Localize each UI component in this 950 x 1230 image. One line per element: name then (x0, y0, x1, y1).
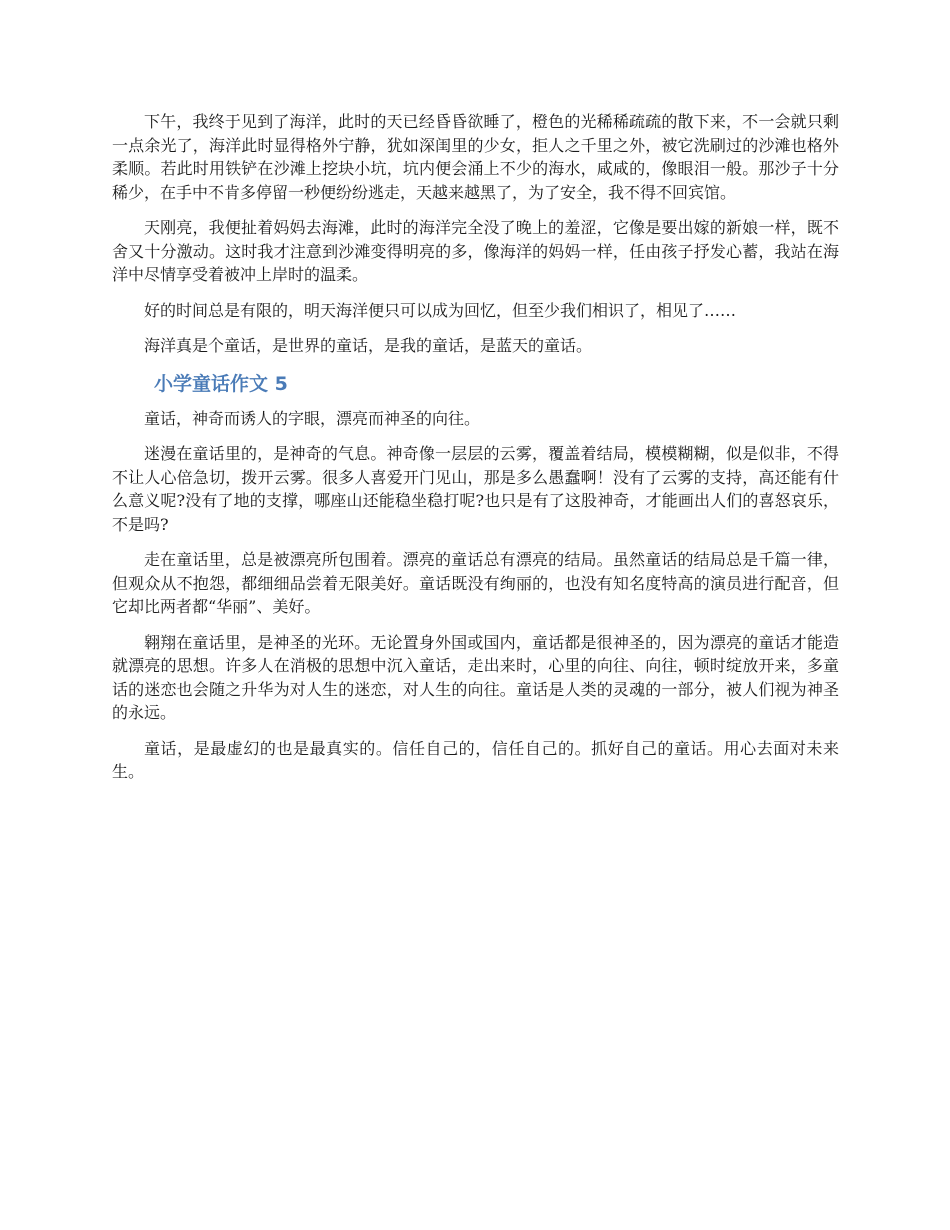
paragraph: 翱翔在童话里，是神圣的光环。无论置身外国或国内，童话都是很神圣的，因为漂亮的童话才能造就漂亮的思想。许多人在消极的思想中沉入童话，走出来时，心里的向往、向往，顿时绽放开来，多童话的迷恋也会随之升华为对人生的迷恋，对人生的向往。童话是人类的灵魂的一部分，被人们视为神圣的永远。 (112, 632, 839, 722)
paragraph: 童话，神奇而诱人的字眼，漂亮而神圣的向往。 (144, 408, 481, 428)
paragraph: 迷漫在童话里的，是神奇的气息。神奇像一层层的云雾，覆盖着结局，模模糊糊，似是似非，不得不让人心倍急切，拨开云雾。很多人喜爱开门见山，那是多么愚蠢啊！没有了云雾的支持，高还能有什么意义呢?没有了地的支撑，哪座山还能稳坐稳打呢?也只是有了这股神奇，才能画出人们的喜怒哀乐，不是吗? (112, 444, 839, 534)
paragraph: 好的时间总是有限的，明天海洋便只可以成为回忆，但至少我们相识了，相见了…… (144, 300, 737, 320)
paragraph: 走在童话里，总是被漂亮所包围着。漂亮的童话总有漂亮的结局。虽然童话的结局总是千篇一律，但观众从不抱怨，都细细品尝着无限美好。童话既没有绚丽的，也没有知名度特高的演员进行配音，但它却比两者都“华丽”、美好。 (112, 550, 839, 616)
section-title: 小学童话作文 5 (154, 372, 288, 395)
document-page (112, 110, 839, 796)
paragraph: 下午，我终于见到了海洋，此时的天已经昏昏欲睡了，橙色的光稀稀疏疏的散下来，不一会就只剩一点余光了，海洋此时显得格外宁静，犹如深闺里的少女，拒人之千里之外，被它洗刷过的沙滩也格外柔顺。若此时用铁铲在沙滩上挖块小坑，坑内便会涌上不少的海水，咸咸的，像眼泪一般。那沙子十分稀少，在手中不肯多停留一秒便纷纷逃走，天越来越黑了，为了安全，我不得不回宾馆。 (112, 112, 839, 202)
paragraph: 天刚亮，我便扯着妈妈去海滩，此时的海洋完全没了晚上的羞涩，它像是要出嫁的新娘一样，既不舍又十分激动。这时我才注意到沙滩变得明亮的多，像海洋的妈妈一样，任由孩子抒发心蓄，我站在海洋中尽情享受着被冲上岸时的温柔。 (112, 218, 839, 284)
paragraph: 海洋真是个童话，是世界的童话，是我的童话，是蓝天的童话。 (144, 336, 593, 355)
paragraph: 童话，是最虚幻的也是最真实的。信任自己的，信任自己的。抓好自己的童话。用心去面对未来生。 (112, 738, 839, 781)
